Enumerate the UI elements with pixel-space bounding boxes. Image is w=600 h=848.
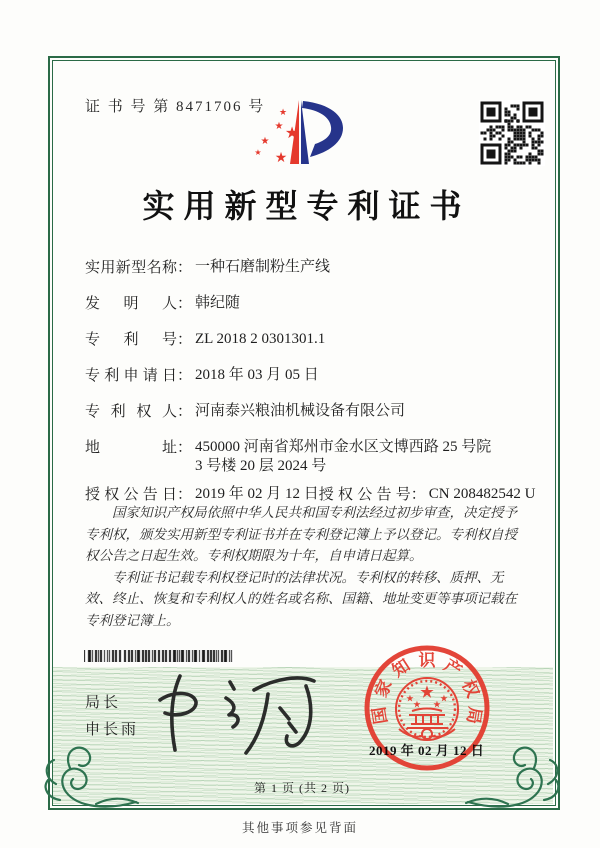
svg-text:知: 知 [388, 655, 414, 681]
field-colon: ： [177, 260, 193, 276]
field-row-patent-no [85, 330, 521, 351]
field-row-patentee [85, 402, 521, 423]
svg-text:识: 识 [418, 651, 436, 670]
signature-shen-changyu [138, 660, 343, 768]
field-colon: ： [410, 487, 426, 503]
legal-paragraph-1: 国家知识产权局依照中华人民共和国专利法经过初步审查，决定授予专利权，颁发实用新型专利证书并在专利登记簿上予以登记。专利权自授权公告之日起生效。专利权期限为十年，自申请日起算。 [85, 505, 517, 563]
field-value: ZL 2018 2 0301301.1 [195, 331, 326, 347]
field-label: 授权公告号 [318, 487, 411, 503]
page-number: 第 1 页 (共 2 页) [254, 781, 350, 795]
field-label: 专利权人 [85, 404, 177, 420]
svg-text:家: 家 [371, 677, 396, 701]
grant-no-group [319, 487, 536, 503]
qr-code [479, 100, 545, 166]
svg-text:★: ★ [260, 136, 270, 147]
svg-text:★: ★ [254, 148, 262, 157]
svg-text:国: 国 [369, 705, 391, 726]
field-value: 一种石磨制粉生产线 [195, 259, 331, 275]
field-value: 2018 年 03 月 05 日 [195, 367, 319, 383]
svg-text:★: ★ [440, 694, 448, 703]
legal-paragraph-2: 专利证书记载专利权登记时的法律状况。专利权的转移、质押、无效、终止、恢复和专利权人的姓名或名称、国籍、地址变更等事项记载在专利登记簿上。 [85, 569, 517, 628]
svg-text:★: ★ [274, 150, 288, 166]
field-row-filing-date [85, 366, 521, 387]
field-label: 发明人 [85, 296, 177, 312]
svg-text:权: 权 [458, 677, 483, 701]
svg-text:★: ★ [278, 108, 288, 118]
field-label: 专利申请日 [85, 368, 177, 384]
field-colon: ： [177, 368, 193, 384]
field-list [85, 258, 536, 521]
svg-text:★: ★ [274, 121, 284, 132]
field-label: 地址 [85, 440, 177, 456]
svg-text:★: ★ [406, 694, 414, 703]
field-label: 专利号 [85, 332, 177, 348]
field-colon: ： [177, 404, 193, 420]
footer-note: 其他事项参见背面 [241, 821, 358, 835]
field-row-name [85, 258, 521, 279]
commissioner-block [85, 690, 139, 744]
field-colon: ： [177, 440, 193, 456]
emblem-stars [406, 685, 448, 709]
corner-flourish-left-icon [38, 738, 142, 812]
cnipa-logo-icon [253, 88, 353, 176]
field-label: 实用新型名称 [85, 260, 177, 276]
legal-text [85, 502, 521, 631]
certificate-title: 实用新型专利证书 [142, 188, 471, 224]
field-value: 2019 年 02 月 12 日 [195, 486, 319, 502]
svg-text:★: ★ [420, 685, 434, 701]
certificate-number: 证 书 号 第 8471706 号 [85, 99, 266, 115]
field-row-address [85, 438, 521, 476]
field-value: CN 208482542 U [428, 486, 536, 502]
corner-flourish-right-icon [462, 738, 566, 812]
field-value: 河南泰兴粮油机械设备有限公司 [195, 403, 406, 419]
field-value: 韩纪随 [195, 295, 241, 311]
seal-date: 2019 年 02 月 12 日 [369, 743, 485, 758]
field-value: 450000 河南省郑州市金水区文博西路 25 号院 3 号楼 20 层 2024 号 [195, 439, 492, 474]
commissioner-name: 申长雨 [85, 722, 140, 738]
svg-text:局: 局 [463, 705, 485, 726]
svg-text:★: ★ [413, 700, 421, 709]
field-colon: ： [177, 296, 193, 312]
field-colon: ： [177, 487, 193, 503]
commissioner-title: 局长 [85, 695, 122, 711]
svg-text:产: 产 [440, 655, 466, 681]
field-row-inventor [85, 294, 521, 315]
svg-text:★: ★ [284, 123, 300, 142]
svg-text:★: ★ [433, 700, 441, 709]
field-label: 授权公告日 [85, 487, 177, 503]
field-colon: ： [177, 332, 193, 348]
